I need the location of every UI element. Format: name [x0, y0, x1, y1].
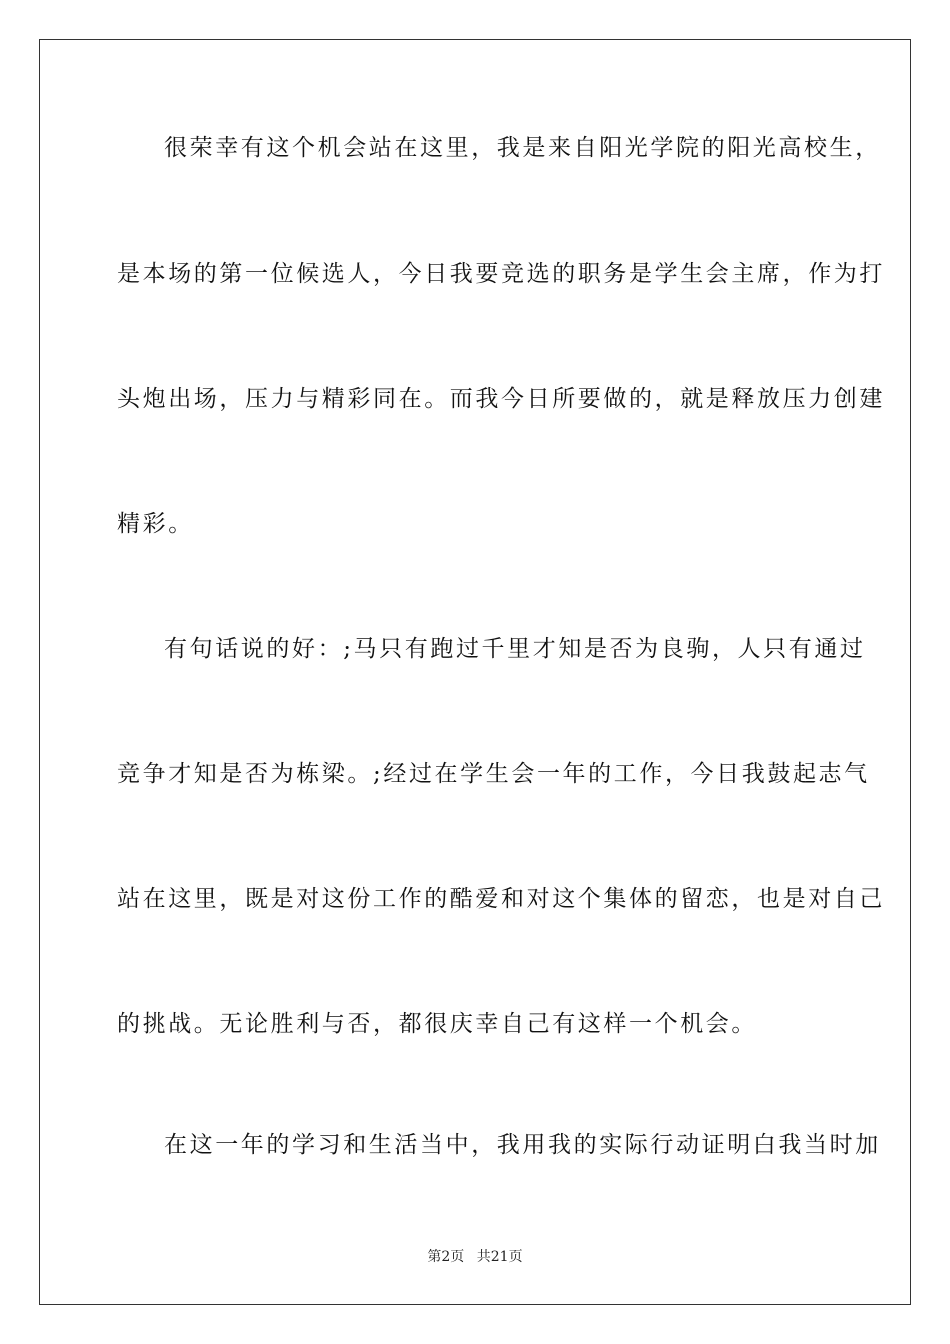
page-footer [0, 1248, 950, 1266]
paragraph-1-line-1: 很荣幸有这个机会站在这里，我是来自阳光学院的阳光高校生， [164, 135, 881, 161]
paragraph-1-line-4: 精彩。 [117, 511, 194, 537]
page-total: 共21页 [476, 1249, 523, 1265]
paragraph-3-line-1: 在这一年的学习和生活当中，我用我的实际行动证明白我当时加 [164, 1132, 881, 1158]
page-number: 第2页 [427, 1249, 465, 1265]
paragraph-1-line-3: 头炮出场，压力与精彩同在。而我今日所要做的，就是释放压力创建 [117, 386, 885, 412]
paragraph-2-line-2: 竞争才知是否为栋梁。;经过在学生会一年的工作，今日我鼓起志气 [117, 761, 870, 787]
paragraph-2-line-3: 站在这里，既是对这份工作的酷爱和对这个集体的留恋，也是对自己 [117, 886, 885, 912]
page-frame [39, 39, 911, 1305]
paragraph-2-line-4: 的挑战。无论胜利与否，都很庆幸自己有这样一个机会。 [117, 1011, 757, 1037]
paragraph-1-line-2: 是本场的第一位候选人，今日我要竞选的职务是学生会主席，作为打 [117, 261, 885, 287]
paragraph-2-line-1: 有句话说的好：;马只有跑过千里才知是否为良驹，人只有通过 [164, 636, 866, 662]
